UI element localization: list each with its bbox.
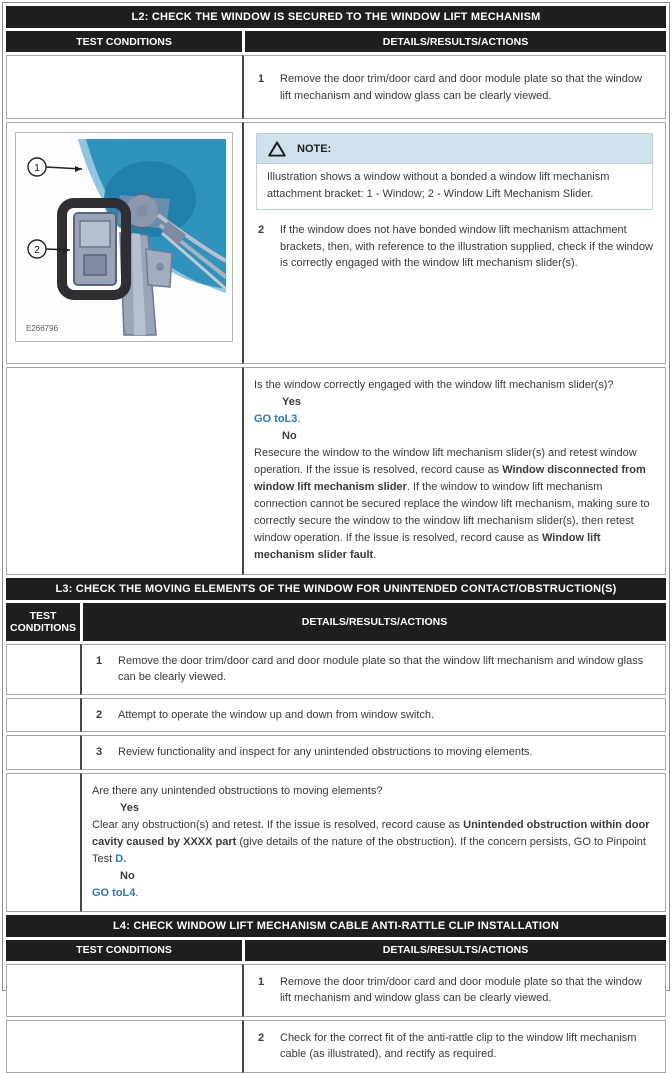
l3-step3-test-conditions-cell: [6, 735, 80, 770]
window-lift-mechanism-figure: [20, 137, 228, 337]
text-segment: Window lift mechanism slider fault: [254, 532, 601, 562]
l4-col-test-conditions: TEST CONDITIONS: [6, 940, 242, 961]
text-segment: . If the window to window lift mechanism connection cannot be secured replace the window lift mechanism, making sure to correctly secure the window to the window lift mechanism slider(s), then retest window operation. If the issue is resolved, record cause as: [254, 481, 650, 545]
svg-text:1: 1: [34, 163, 40, 174]
note-header: [257, 134, 652, 163]
figure-caption: E266796: [26, 324, 59, 333]
l2-row2-details-cell: [242, 122, 666, 364]
step-number: 2: [258, 1031, 265, 1044]
l3-row-step1: [6, 644, 666, 695]
section-l2-title: L2: CHECK THE WINDOW IS SECURED TO THE WINDOW LIFT MECHANISM: [6, 6, 666, 28]
go-to-link[interactable]: GO toL3: [254, 413, 298, 426]
pinpoint-test-document: [2, 2, 670, 1061]
l2-row-illustration: [6, 122, 666, 364]
text-segment: .: [373, 549, 377, 562]
l2-step2: [256, 222, 653, 272]
l2-yes-label: Yes: [282, 396, 301, 409]
go-to-link[interactable]: D.: [115, 852, 127, 865]
step-number: 1: [258, 73, 265, 85]
text-segment: Window disconnected from window lift mechanism slider: [254, 464, 646, 494]
l4-col-details: DETAILS/RESULTS/ACTIONS: [245, 940, 666, 961]
l3-column-header-row: [6, 603, 666, 641]
text-segment: Unintended obstruction within door cavity caused by XXXX part: [92, 818, 650, 848]
l3-row-question: [6, 773, 666, 912]
l3-col-details: DETAILS/RESULTS/ACTIONS: [83, 603, 666, 641]
l3-step2-details-cell: [80, 698, 666, 733]
l4-column-header-row: [6, 940, 666, 961]
l2-step1-details-cell: [242, 55, 666, 119]
l2-step1: [256, 71, 651, 104]
l3-step1-details-cell: [80, 644, 666, 695]
step-text: If the window does not have bonded window lift mechanism attachment brackets, then, with reference to the illustration supplied, check if the window is correctly engaged with the window lift mechanism slider(s).: [280, 224, 653, 269]
l2-no-label: No: [282, 430, 297, 443]
l2-row-step1: [6, 55, 666, 119]
l2-col-test-conditions: TEST CONDITIONS: [6, 31, 242, 52]
step-text: Remove the door trim/door card and door module plate so that the window lift mechanism and window glass can be clearly viewed.: [280, 975, 642, 1005]
l4-row-step2: [6, 1020, 666, 1073]
section-l4-title: L4: CHECK WINDOW LIFT MECHANISM CABLE ANTI-RATTLE CLIP INSTALLATION: [6, 915, 666, 937]
l3-col-test-conditions: TEST CONDITIONS: [6, 603, 80, 641]
note-box: [256, 133, 653, 210]
l4-step2-test-conditions-cell: [6, 1020, 242, 1073]
step-text: Remove the door trim/door card and door module plate so that the window lift mechanism and window glass can be clearly viewed.: [118, 654, 644, 684]
go-to-link[interactable]: GO toL4: [92, 886, 136, 899]
l3-yes-label: Yes: [120, 801, 139, 814]
l3-step2-test-conditions-cell: [6, 698, 80, 733]
l4-step2-details-cell: [242, 1020, 666, 1073]
step-text: Remove the door trim/door card and door module plate so that the window lift mechanism and window glass can be clearly viewed.: [280, 73, 642, 102]
l3-row-step2: [6, 698, 666, 733]
note-text: Illustration shows a window without a bonded a window lift mechanism attachment bracket: 1 - Window; 2 - Window Lift Mechanism Slider.: [257, 163, 652, 209]
l2-column-header-row: [6, 31, 666, 52]
l4-step1-test-conditions-cell: [6, 964, 242, 1017]
step-number: 1: [96, 654, 103, 667]
l3-step1-test-conditions-cell: [6, 644, 80, 695]
l3-step1: [94, 653, 653, 686]
l2-question-details-cell: [242, 367, 666, 575]
text-segment: (give details of the nature of the obstruction). If the concern persists, GO to Pinpoint Test: [92, 835, 646, 865]
l4-step2: [256, 1030, 653, 1063]
l3-no-label: No: [120, 869, 135, 882]
text-segment: Resecure the window to the window lift mechanism slider(s) and retest window operation. If the issue is resolved, record cause as: [254, 447, 637, 477]
l2-col-details: DETAILS/RESULTS/ACTIONS: [245, 31, 666, 52]
l3-row-step3: [6, 735, 666, 770]
l2-no-action: [254, 445, 653, 564]
step-text: Check for the correct fit of the anti-rattle clip to the window lift mechanism cable (as illustrated), and rectify as required.: [280, 1031, 637, 1061]
l3-yes-action: [92, 817, 653, 868]
l2-question: Is the window correctly engaged with the window lift mechanism slider(s)?: [254, 379, 614, 391]
l4-step1-details-cell: [242, 964, 666, 1017]
l2-yes-action: [254, 411, 653, 428]
l3-no-action: [92, 885, 653, 902]
text-segment: .: [135, 886, 139, 899]
l2-step1-test-conditions-cell: [6, 55, 242, 119]
l3-step3: [94, 744, 653, 761]
note-triangle-icon: [267, 140, 287, 158]
step-number: 2: [258, 224, 265, 236]
l4-row-step1: [6, 964, 666, 1017]
l2-question-test-conditions-cell: [6, 367, 242, 575]
l2-illustration-cell: [6, 122, 242, 364]
l3-question: Are there any unintended obstructions to moving elements?: [92, 784, 383, 797]
l3-question-test-conditions-cell: [6, 773, 80, 912]
step-number: 3: [96, 746, 103, 759]
l3-question-details-cell: [80, 773, 666, 912]
l3-step3-details-cell: [80, 735, 666, 770]
l4-step1: [256, 974, 653, 1007]
l3-step2: [94, 707, 653, 724]
step-text: Attempt to operate the window up and down from window switch.: [118, 708, 435, 721]
step-text: Review functionality and inspect for any unintended obstructions to moving elements.: [118, 746, 533, 759]
text-segment: .: [297, 413, 301, 426]
section-l3-title: L3: CHECK THE MOVING ELEMENTS OF THE WINDOW FOR UNINTENDED CONTACT/OBSTRUCTION(S): [6, 578, 666, 600]
note-label: NOTE:: [297, 143, 332, 155]
window-lift-illustration: [15, 132, 233, 342]
step-number: 1: [258, 975, 265, 988]
l2-row-question: [6, 367, 666, 575]
svg-text:2: 2: [34, 245, 40, 256]
step-number: 2: [96, 708, 103, 721]
text-segment: Clear any obstruction(s) and retest. If the issue is resolved, record cause as: [92, 818, 464, 831]
